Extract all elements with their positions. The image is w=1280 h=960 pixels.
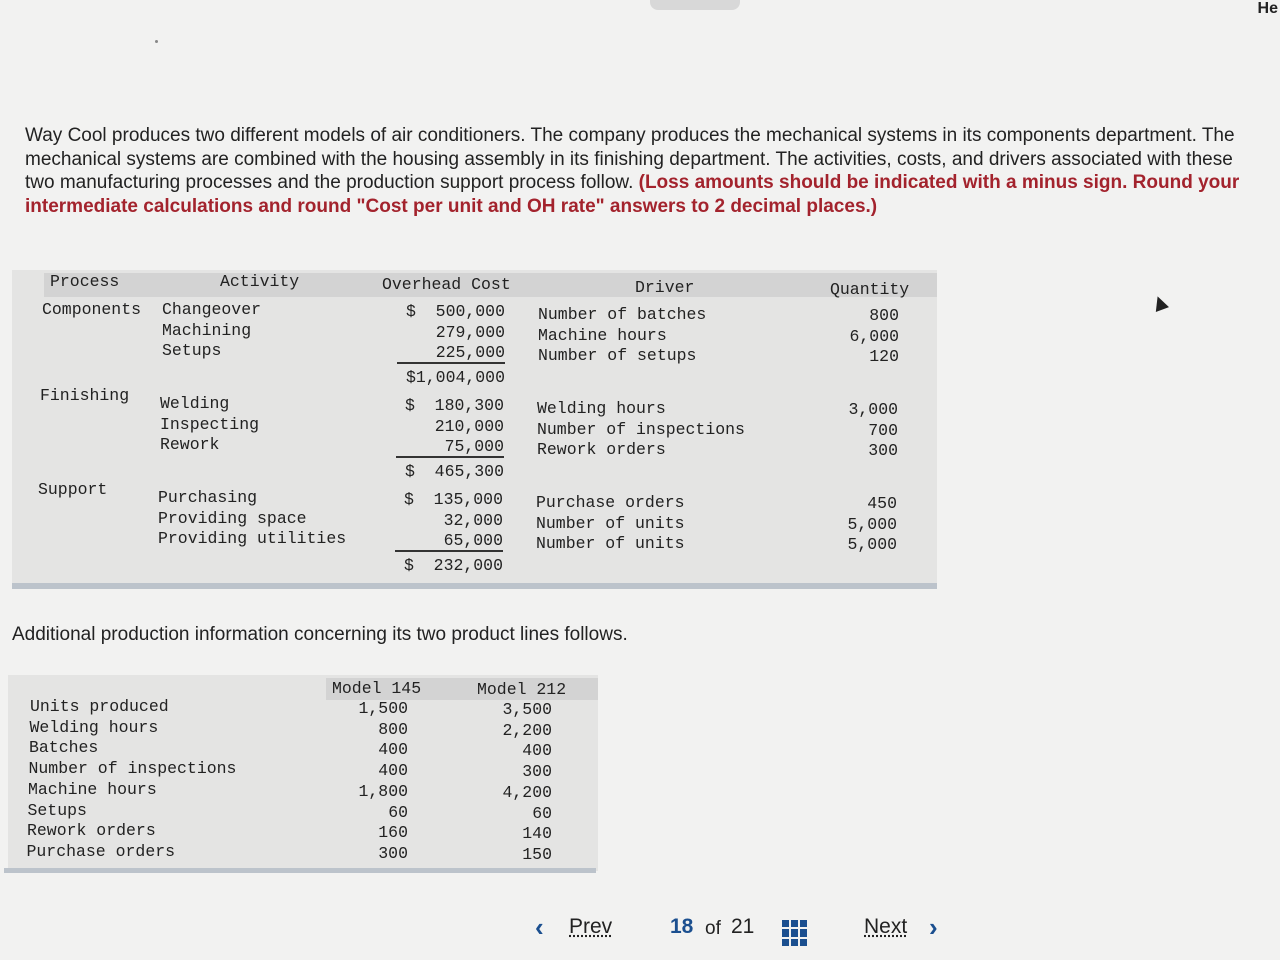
driver-name: Number of units [536,513,685,533]
activity-name: Welding [160,394,230,413]
next-icon[interactable]: › [929,912,938,942]
model-145-value: 1,800 [358,781,408,801]
process-label: Finishing [40,386,130,405]
overhead-cost: $ 500,000 [405,302,505,321]
driver-name: Number of units [536,534,685,553]
model-145-value: 160 [378,823,408,843]
row-label: Setups [27,800,87,820]
model-145-value: 300 [378,843,408,863]
activity-name: Providing utilities [158,529,347,548]
row-label: Units produced [30,697,169,716]
mouse-cursor-icon [1151,294,1169,312]
intro-text: Way Cool produces two different models of air conditioners. The company produces the mechanical systems in its components department. The mechanical systems are combined with the housing assembly in its finishing department. The activities, costs, and drivers associated with these two manufacturing processes and the production support process follow. [25,125,1235,193]
overhead-cost: 279,000 [435,322,505,342]
model-145-value: 1,500 [358,699,408,718]
quantity-value: 120 [869,347,899,366]
total-pages: 21 [731,915,755,938]
model-212-value: 140 [522,824,552,844]
model-145-value: 60 [388,802,408,822]
grid-icon[interactable] [782,920,808,946]
overhead-cost: $ 180,300 [404,396,504,415]
driver-name: Number of batches [538,305,707,324]
product-info-table [8,675,598,871]
row-label: Welding hours [29,717,159,737]
activity-name: Machining [162,320,252,340]
quantity-value: 5,000 [847,514,897,534]
prev-icon[interactable]: ‹ [535,912,544,942]
model-145-value: 400 [378,740,408,760]
page-of-label: of [705,918,721,939]
driver-name: Number of setups [538,346,697,365]
model-212-value: 60 [532,803,552,823]
header-process: Process [50,272,120,291]
activity-name: Rework [160,435,220,454]
model-212-value: 4,200 [502,782,552,802]
activity-name: Setups [162,341,222,360]
header-overhead-cost: Overhead Cost [382,275,511,294]
dot-mark [155,40,158,43]
overhead-total: $ 465,300 [404,462,504,481]
driver-name: Welding hours [537,399,666,418]
activity-name: Purchasing [158,488,258,507]
process-label: Components [42,300,142,319]
process-label: Support [38,480,108,499]
model-212-value: 2,200 [502,720,552,740]
model-145-value: 400 [378,761,408,781]
top-tab [650,0,740,10]
problem-intro [25,124,1255,218]
activity-name: Changeover [162,300,262,319]
prev-button[interactable]: Prev [569,915,613,938]
current-page: 18 [670,915,694,938]
quantity-value: 3,000 [848,400,898,419]
driver-name: Rework orders [537,440,666,459]
overhead-total: $ 232,000 [403,556,503,575]
row-label: Number of inspections [28,759,237,779]
quantity-value: 300 [868,441,898,460]
overhead-cost: 225,000 [397,343,505,364]
model-145-value: 800 [378,719,408,739]
activity-cost-table [12,270,937,588]
overhead-cost: 210,000 [434,416,504,436]
row-label: Batches [29,738,99,758]
header-activity: Activity [220,272,300,291]
activity-name: Providing space [158,508,307,528]
instruction-text: (Loss amounts should be indicated with a minus sign. Round your intermediate calculations and round "Cost per unit and OH rate" answers to 2 decimal places.) [25,172,1240,217]
quantity-value: 450 [867,494,897,513]
overhead-cost: 32,000 [443,510,503,530]
next-button[interactable]: Next [864,915,908,938]
activity-name: Inspecting [160,414,260,434]
driver-name: Purchase orders [536,493,685,512]
table-bottom-rule [4,868,596,873]
quantity-value: 700 [868,420,898,440]
header-quantity: Quantity [830,280,910,299]
model-212-value: 3,500 [502,700,552,719]
header-driver: Driver [635,278,695,297]
driver-name: Machine hours [538,325,667,345]
row-label: Purchase orders [26,841,176,861]
overhead-total: $1,004,000 [405,368,505,387]
model-212-value: 300 [522,762,552,782]
row-label: Machine hours [28,779,157,799]
table-bottom-rule [12,583,937,589]
driver-name: Number of inspections [537,419,745,439]
quantity-value: 6,000 [849,326,899,346]
quantity-value: 5,000 [847,535,897,554]
header-model-145: Model 145 [332,679,422,698]
quantity-value: 800 [869,306,899,325]
additional-info-text: Additional production information concerning its two product lines follows. [12,624,628,645]
row-label: Rework orders [27,821,156,841]
model-212-value: 400 [522,741,552,761]
header-model-212: Model 212 [477,680,567,699]
overhead-cost: $ 135,000 [403,490,503,509]
overhead-cost: 75,000 [396,437,504,458]
overhead-cost: 65,000 [395,531,503,552]
model-212-value: 150 [522,844,552,864]
header-text: He [1257,0,1278,17]
